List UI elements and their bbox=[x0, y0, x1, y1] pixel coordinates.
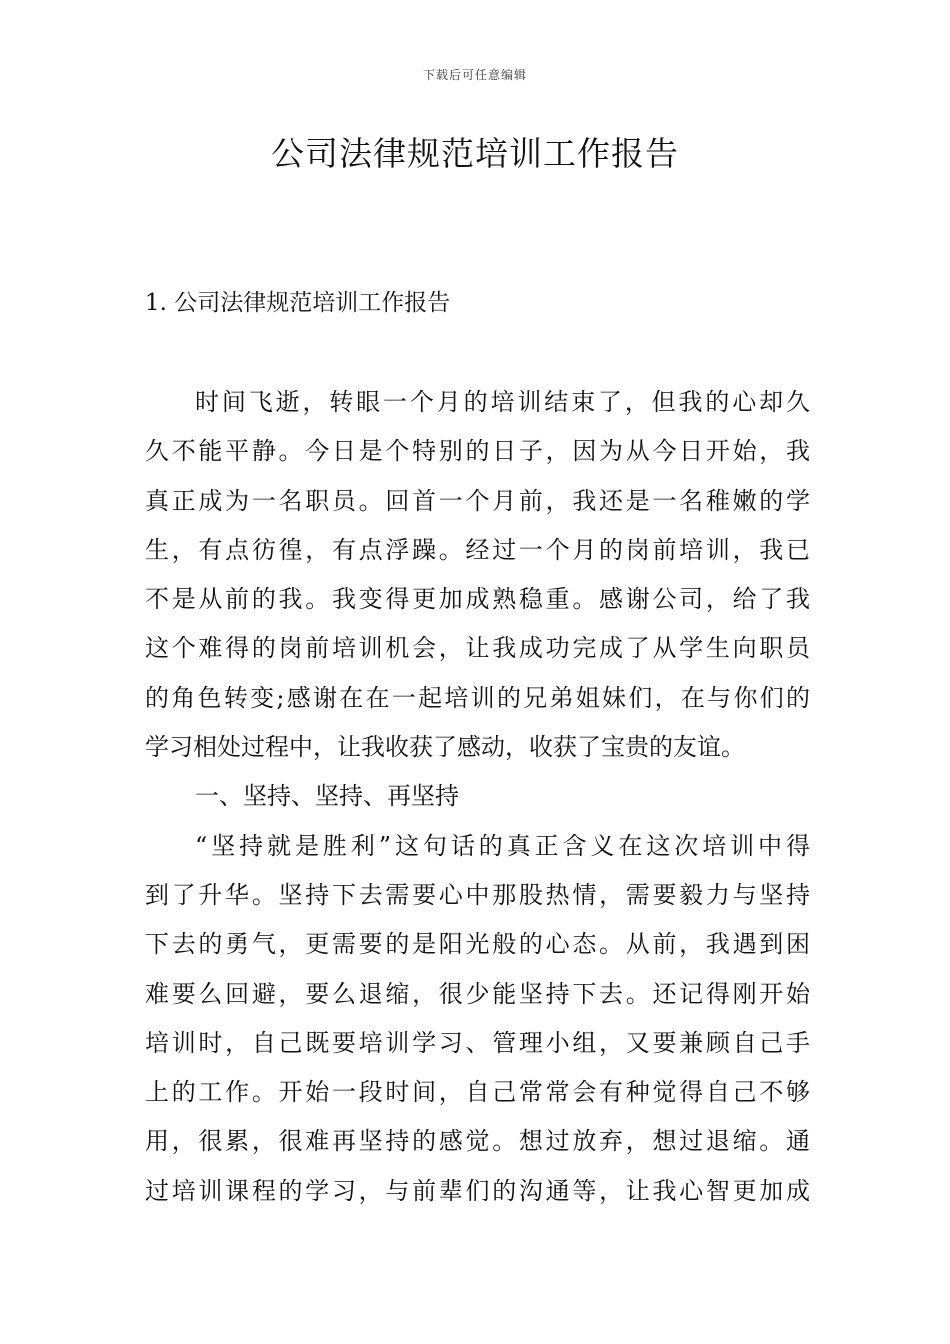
text-line: 学习相处过程中，让我收获了感动，收获了宝贵的友谊。 bbox=[145, 733, 745, 762]
text-line: “坚持就是胜利”这句话的真正含义在这次培训中得 bbox=[195, 831, 810, 860]
text-line: 培训时，自己既要培训学习、管理小组，又要兼顾自己手 bbox=[145, 1028, 810, 1057]
text-line: 过培训课程的学习，与前辈们的沟通等，让我心智更加成 bbox=[145, 1176, 810, 1205]
section-heading: 1. 公司法律规范培训工作报告 bbox=[145, 290, 451, 316]
text-line: 生，有点彷徨，有点浮躁。经过一个月的岗前培训，我已 bbox=[145, 535, 810, 564]
text-line: 不是从前的我。我变得更加成熟稳重。感谢公司，给了我 bbox=[145, 585, 810, 614]
text-line: 一、坚持、坚持、再坚持 bbox=[195, 782, 459, 811]
text-line: 的角色转变;感谢在在一起培训的兄弟姐妹们，在与你们的 bbox=[145, 683, 810, 712]
text-line: 上的工作。开始一段时间，自己常常会有种觉得自己不够 bbox=[145, 1078, 810, 1107]
text-line: 难要么回避，要么退缩，很少能坚持下去。还记得刚开始 bbox=[145, 979, 810, 1008]
body-text bbox=[145, 378, 810, 1216]
header-note: 下载后可任意编辑 bbox=[422, 68, 527, 82]
text-line: 时间飞逝，转眼一个月的培训结束了，但我的心却久 bbox=[195, 388, 810, 416]
text-line: 下去的勇气，更需要的是阳光般的心态。从前，我遇到困 bbox=[145, 930, 810, 959]
subheading-paragraph bbox=[145, 772, 810, 821]
text-line: 到了升华。坚持下去需要心中那股热情，需要毅力与坚持 bbox=[145, 880, 810, 909]
body-paragraph bbox=[145, 822, 810, 1216]
document-title: 公司法律规范培训工作报告 bbox=[271, 134, 679, 173]
text-line: 这个难得的岗前培训机会，让我成功完成了从学生向职员 bbox=[145, 634, 810, 663]
text-line: 久不能平静。今日是个特别的日子，因为从今日开始，我 bbox=[145, 437, 810, 466]
text-line: 真正成为一名职员。回首一个月前，我还是一名稚嫩的学 bbox=[145, 486, 810, 515]
body-paragraph bbox=[145, 378, 810, 772]
text-line: 用，很累，很难再坚持的感觉。想过放弃，想过退缩。通 bbox=[145, 1127, 810, 1156]
